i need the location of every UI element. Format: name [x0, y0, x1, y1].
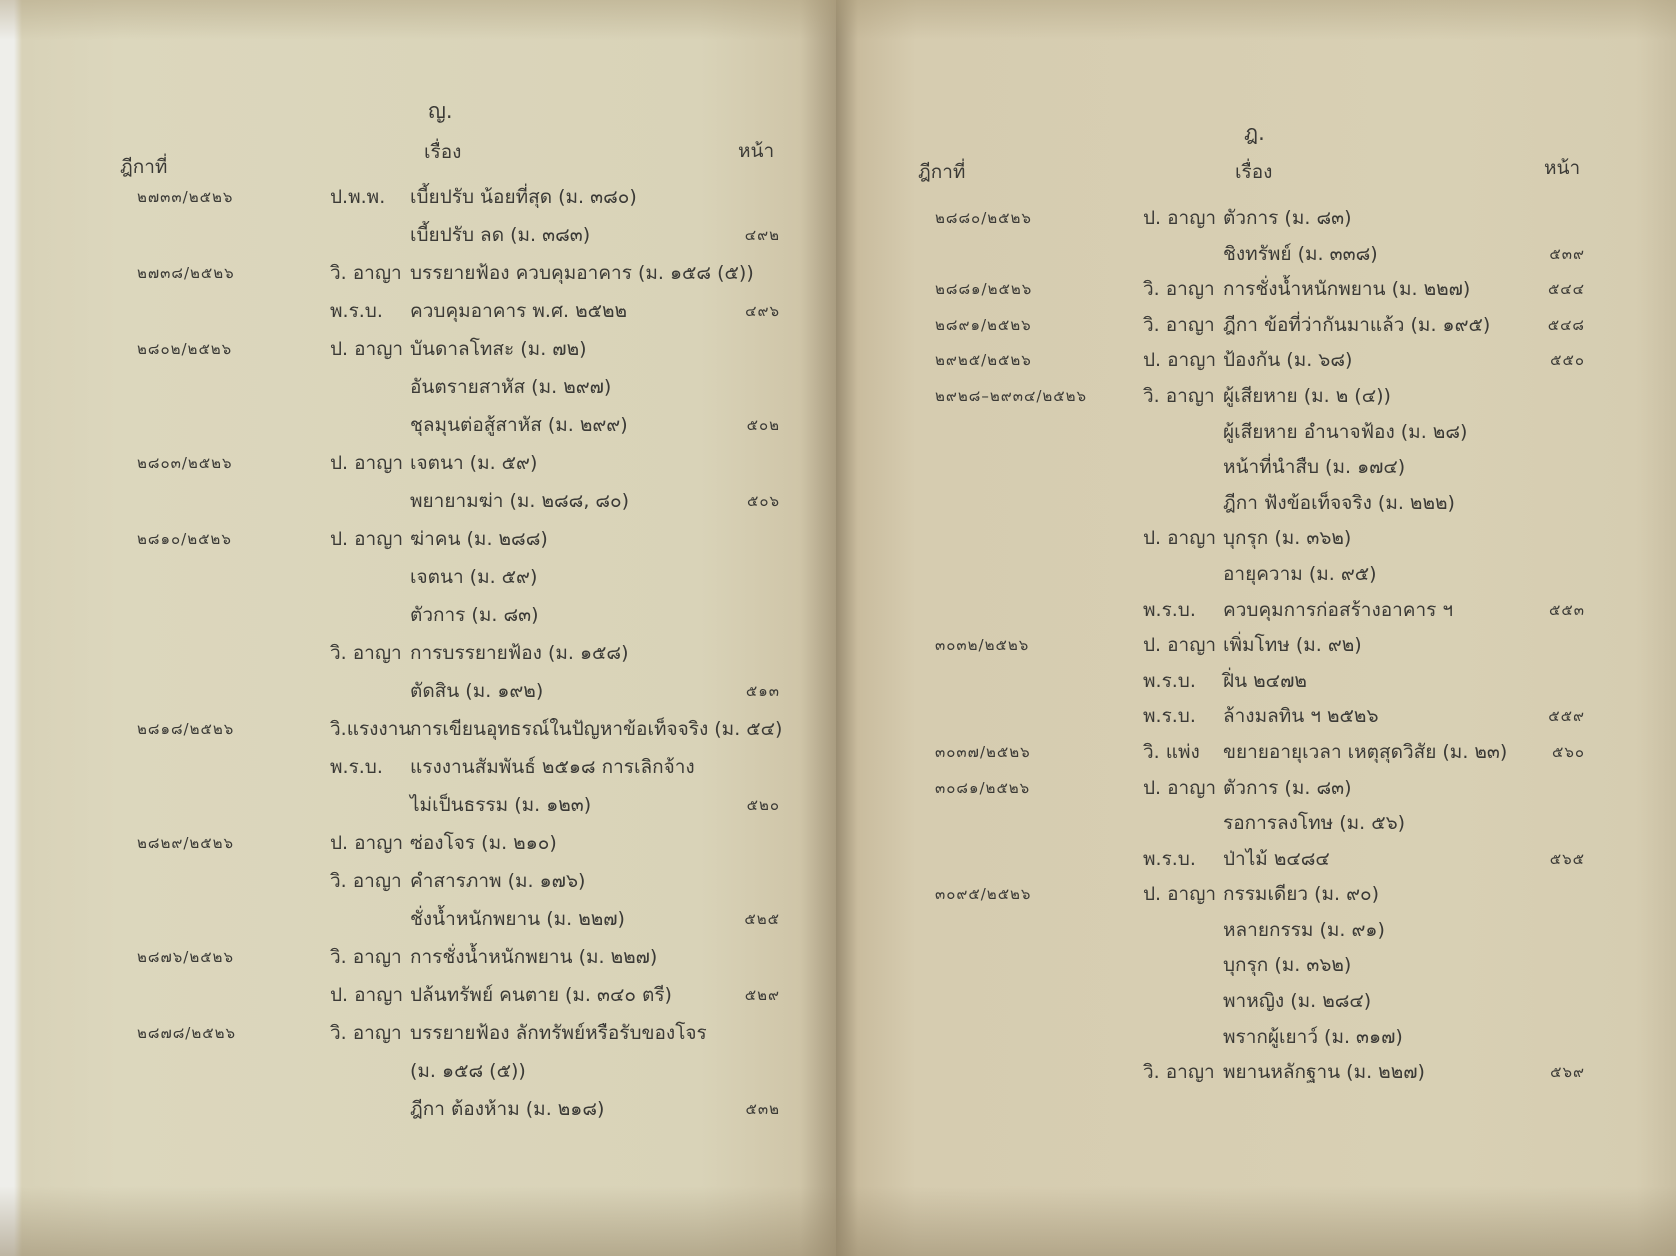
table-row	[137, 638, 780, 676]
subject: ปล้นทรัพย์ คนตาย (ม. ๓๔๐ ตรี)	[410, 984, 672, 1006]
subject: อันตรายสาหัส (ม. ๒๙๗)	[410, 376, 612, 398]
law-code: พ.ร.บ.	[1143, 847, 1196, 870]
column-header-subject: เรื่อง	[424, 141, 462, 163]
case-number: ๒๘๗๘/๒๕๒๖	[137, 1024, 237, 1042]
page-number: ๕๖๙	[1550, 1063, 1585, 1082]
law-code: พ.ร.บ.	[330, 300, 383, 322]
table-row	[935, 345, 1585, 381]
table-row	[935, 737, 1585, 773]
column-header-subject: เรื่อง	[1235, 161, 1273, 183]
case-number: ๓๐๘๑/๒๕๒๖	[935, 778, 1031, 797]
subject: ผู้เสียหาย (ม. ๒ (๔))	[1223, 384, 1391, 407]
subject: พรากผู้เยาว์ (ม. ๓๑๗)	[1223, 1025, 1403, 1048]
table-row	[137, 904, 780, 942]
law-code: พ.ร.บ.	[330, 756, 383, 778]
table-row	[935, 844, 1585, 880]
subject: ตัวการ (ม. ๘๓)	[410, 604, 539, 626]
law-code: วิ. อาญา	[330, 1022, 402, 1044]
table-row	[137, 372, 780, 410]
column-header-page: หน้า	[738, 140, 775, 162]
law-code: วิ. อาญา	[330, 262, 402, 284]
section-letter: ญ.	[428, 99, 453, 123]
page-number: ๕๑๓	[745, 682, 780, 700]
law-code: ป. อาญา	[330, 984, 404, 1006]
table-row	[137, 182, 780, 220]
subject: การชั่งน้ำหนักพยาน (ม. ๒๒๗)	[410, 946, 658, 968]
table-row	[935, 1057, 1585, 1093]
subject: ฎีกา ฟังข้อเท็จจริง (ม. ๒๒๒)	[1223, 491, 1455, 514]
subject: ป้องกัน (ม. ๖๘)	[1223, 349, 1353, 372]
page-number: ๕๕๐	[1550, 351, 1585, 370]
case-number: ๒๘๙๑/๒๕๒๖	[935, 315, 1032, 334]
subject: (ม. ๑๕๘ (๕))	[410, 1060, 526, 1082]
subject: คำสารภาพ (ม. ๑๗๖)	[410, 870, 586, 892]
case-number: ๒๘๐๓/๒๕๒๖	[137, 454, 233, 472]
subject: บรรยายฟ้อง ลักทรัพย์หรือรับของโจร	[410, 1022, 707, 1044]
page-number: ๕๔๔	[1547, 280, 1585, 299]
subject: ซ่องโจร (ม. ๒๑๐)	[410, 832, 557, 854]
table-row	[935, 986, 1585, 1022]
law-code: ป. อาญา	[1143, 207, 1217, 229]
table-row	[935, 915, 1585, 951]
subject: กรรมเดียว (ม. ๙๐)	[1223, 883, 1380, 906]
law-code: วิ. อาญา	[1143, 278, 1215, 301]
table-row	[137, 524, 780, 562]
subject: ชั่งน้ำหนักพยาน (ม. ๒๒๗)	[410, 908, 625, 930]
case-number: ๒๘๑๘/๒๕๒๖	[137, 720, 235, 738]
page-number: ๕๖๐	[1551, 742, 1585, 761]
page-number: ๕๒๕	[744, 910, 780, 928]
subject: การชั่งน้ำหนักพยาน (ม. ๒๒๗)	[1223, 278, 1471, 301]
subject: ควบคุมอาคาร พ.ศ. ๒๕๒๒	[410, 300, 628, 322]
case-number: ๒๘๒๙/๒๕๒๖	[137, 834, 235, 852]
page-shadow	[0, 0, 840, 40]
subject: ควบคุมการก่อสร้างอาคาร ฯ	[1223, 598, 1454, 621]
section-letter: ฎ.	[1244, 121, 1265, 145]
page-number: ๕๒๙	[744, 986, 780, 1004]
law-code: ป. อาญา	[330, 832, 404, 854]
page-number: ๕๓๙	[1549, 244, 1585, 263]
subject: พยายามฆ่า (ม. ๒๘๘, ๘๐)	[410, 490, 630, 512]
subject: ฆ่าคน (ม. ๒๘๘)	[410, 528, 548, 550]
table-row	[137, 942, 780, 980]
column-header-case: ฎีกาที่	[120, 156, 168, 178]
page-number: ๔๙๒	[744, 226, 780, 244]
table-row	[935, 523, 1585, 559]
table-row	[137, 258, 780, 296]
subject: หน้าที่นำสืบ (ม. ๑๗๔)	[1223, 456, 1406, 479]
page-number: ๕๒๐	[746, 796, 780, 814]
law-code: วิ.แรงงาน	[330, 718, 412, 740]
table-row	[935, 595, 1585, 631]
subject: เพิ่มโทษ (ม. ๙๒)	[1223, 634, 1362, 657]
subject: ตัวการ (ม. ๘๓)	[1223, 207, 1352, 229]
table-row	[935, 630, 1585, 666]
subject: รอการลงโทษ (ม. ๕๖)	[1223, 812, 1406, 835]
table-row	[137, 980, 780, 1018]
table-row	[137, 486, 780, 524]
table-row	[137, 448, 780, 486]
subject: เจตนา (ม. ๕๙)	[410, 452, 538, 474]
subject: ชุลมุนต่อสู้สาหัส (ม. ๒๙๙)	[410, 414, 628, 436]
case-number: ๒๙๒๕/๒๕๒๖	[935, 351, 1032, 370]
law-code: วิ. อาญา	[1143, 313, 1215, 336]
subject: ตัวการ (ม. ๘๓)	[1223, 776, 1352, 799]
law-code: พ.ร.บ.	[1143, 705, 1196, 728]
table-row	[137, 296, 780, 334]
table-row	[935, 310, 1585, 346]
table-row	[935, 488, 1585, 524]
law-code: วิ. อาญา	[330, 946, 402, 968]
law-code: วิ. แพ่ง	[1143, 740, 1200, 763]
table-row	[137, 752, 780, 790]
case-number: ๒๗๓๘/๒๕๒๖	[137, 264, 235, 282]
law-code: ป. อาญา	[1143, 634, 1217, 657]
law-code: วิ. อาญา	[1143, 1061, 1215, 1084]
subject: หลายกรรม (ม. ๙๑)	[1223, 918, 1385, 941]
page-number: ๕๕๙	[1548, 707, 1585, 726]
case-number: ๓๐๓๗/๒๕๒๖	[935, 742, 1031, 761]
table-row	[137, 866, 780, 904]
page-number: ๕๕๓	[1549, 600, 1585, 619]
subject: ฝิ่น ๒๔๗๒	[1223, 669, 1307, 692]
table-row	[137, 600, 780, 638]
table-row	[137, 410, 780, 448]
case-number: ๓๐๓๒/๒๕๒๖	[935, 636, 1030, 655]
table-row	[137, 828, 780, 866]
table-row	[935, 666, 1585, 702]
page-shadow	[836, 0, 1676, 40]
subject: ชิงทรัพย์ (ม. ๓๓๘)	[1223, 242, 1378, 265]
subject: ขยายอายุเวลา เหตุสุดวิสัย (ม. ๒๓)	[1223, 740, 1508, 763]
law-code: ป. อาญา	[1143, 776, 1217, 799]
case-number: ๒๘๘๐/๒๕๒๖	[935, 209, 1032, 227]
table-row	[137, 562, 780, 600]
subject: เจตนา (ม. ๕๙)	[410, 566, 538, 588]
table-row	[137, 676, 780, 714]
subject: ฎีกา ข้อที่ว่ากันมาแล้ว (ม. ๑๙๕)	[1223, 313, 1491, 336]
table-row	[935, 773, 1585, 809]
case-number: ๒๘๗๖/๒๕๒๖	[137, 948, 234, 966]
case-number: ๒๙๒๘–๒๙๓๔/๒๕๒๖	[935, 386, 1088, 405]
subject: การเขียนอุทธรณ์ในปัญหาข้อเท็จจริง (ม. ๕๔)	[410, 718, 783, 740]
table-row	[935, 239, 1585, 275]
index-table	[935, 203, 1585, 1093]
subject: บันดาลโทสะ (ม. ๗๒)	[410, 338, 587, 360]
subject: อายุความ (ม. ๙๕)	[1223, 562, 1377, 585]
subject: ล้างมลทิน ฯ ๒๕๒๖	[1223, 705, 1379, 728]
subject: ผู้เสียหาย อำนาจฟ้อง (ม. ๒๘)	[1223, 420, 1468, 443]
case-number: ๒๘๐๒/๒๕๒๖	[137, 340, 233, 358]
law-code: ป. อาญา	[330, 452, 404, 474]
page-number: ๕๔๘	[1547, 315, 1585, 334]
law-code: พ.ร.บ.	[1143, 669, 1196, 692]
page-number: ๕๖๕	[1549, 849, 1585, 868]
column-header-case: ฎีกาที่	[918, 161, 966, 183]
subject: ไม่เป็นธรรม (ม. ๑๒๓)	[410, 794, 592, 816]
table-row	[137, 1018, 780, 1056]
table-row	[935, 879, 1585, 915]
law-code: วิ. อาญา	[330, 642, 402, 664]
table-row	[935, 559, 1585, 595]
law-code: พ.ร.บ.	[1143, 598, 1196, 621]
subject: พยานหลักฐาน (ม. ๒๒๗)	[1223, 1061, 1425, 1084]
table-row	[935, 417, 1585, 453]
page-number: ๕๐๖	[746, 492, 780, 510]
subject: เบี้ยปรับ ลด (ม. ๓๘๓)	[410, 224, 591, 246]
table-row	[935, 701, 1585, 737]
subject: แรงงานสัมพันธ์ ๒๕๑๘ การเลิกจ้าง	[410, 756, 695, 778]
table-row	[935, 381, 1585, 417]
case-number: ๒๘๘๑/๒๕๒๖	[935, 280, 1033, 299]
table-row	[137, 714, 783, 752]
subject: เบี้ยปรับ น้อยที่สุด (ม. ๓๘๐)	[410, 186, 637, 208]
law-code: ป. อาญา	[1143, 349, 1217, 372]
table-row	[137, 334, 780, 372]
law-code: วิ. อาญา	[1143, 384, 1215, 407]
table-row	[935, 274, 1585, 310]
subject: พาหญิง (ม. ๒๘๔)	[1223, 990, 1372, 1013]
subject: ตัดสิน (ม. ๑๙๒)	[410, 680, 544, 702]
law-code: ป. อาญา	[330, 528, 404, 550]
column-header-page: หน้า	[1544, 157, 1581, 179]
case-number: ๒๗๓๓/๒๕๒๖	[137, 188, 234, 206]
table-row	[935, 203, 1585, 239]
subject: ป่าไม้ ๒๔๘๔	[1223, 847, 1330, 870]
case-number: ๒๘๑๐/๒๕๒๖	[137, 530, 232, 548]
table-row	[935, 1022, 1585, 1058]
law-code: ป. อาญา	[1143, 883, 1217, 906]
table-row	[935, 452, 1585, 488]
page-shadow	[0, 1186, 840, 1256]
table-row	[935, 950, 1585, 986]
law-code: วิ. อาญา	[330, 870, 402, 892]
page-number: ๔๙๖	[745, 302, 780, 320]
law-code: ป.พ.พ.	[330, 186, 386, 208]
table-row	[935, 808, 1585, 844]
table-row	[137, 220, 780, 258]
subject: การบรรยายฟ้อง (ม. ๑๕๘)	[410, 642, 629, 664]
page-number: ๕๐๒	[746, 416, 780, 434]
page-number: ๕๓๒	[745, 1100, 780, 1118]
subject: บรรยายฟ้อง ควบคุมอาคาร (ม. ๑๕๘ (๕))	[410, 262, 754, 284]
table-row	[137, 790, 780, 828]
index-table	[137, 182, 783, 1132]
right-page	[836, 0, 1676, 1256]
law-code: ป. อาญา	[1143, 527, 1217, 550]
subject: บุกรุก (ม. ๓๖๒)	[1223, 954, 1352, 977]
table-row	[137, 1056, 780, 1094]
page-shadow	[836, 1186, 1676, 1256]
subject: ฎีกา ต้องห้าม (ม. ๒๑๘)	[410, 1098, 605, 1120]
subject: บุกรุก (ม. ๓๖๒)	[1223, 527, 1352, 550]
case-number: ๓๐๙๕/๒๕๒๖	[935, 885, 1032, 904]
table-row	[137, 1094, 780, 1132]
law-code: ป. อาญา	[330, 338, 404, 360]
